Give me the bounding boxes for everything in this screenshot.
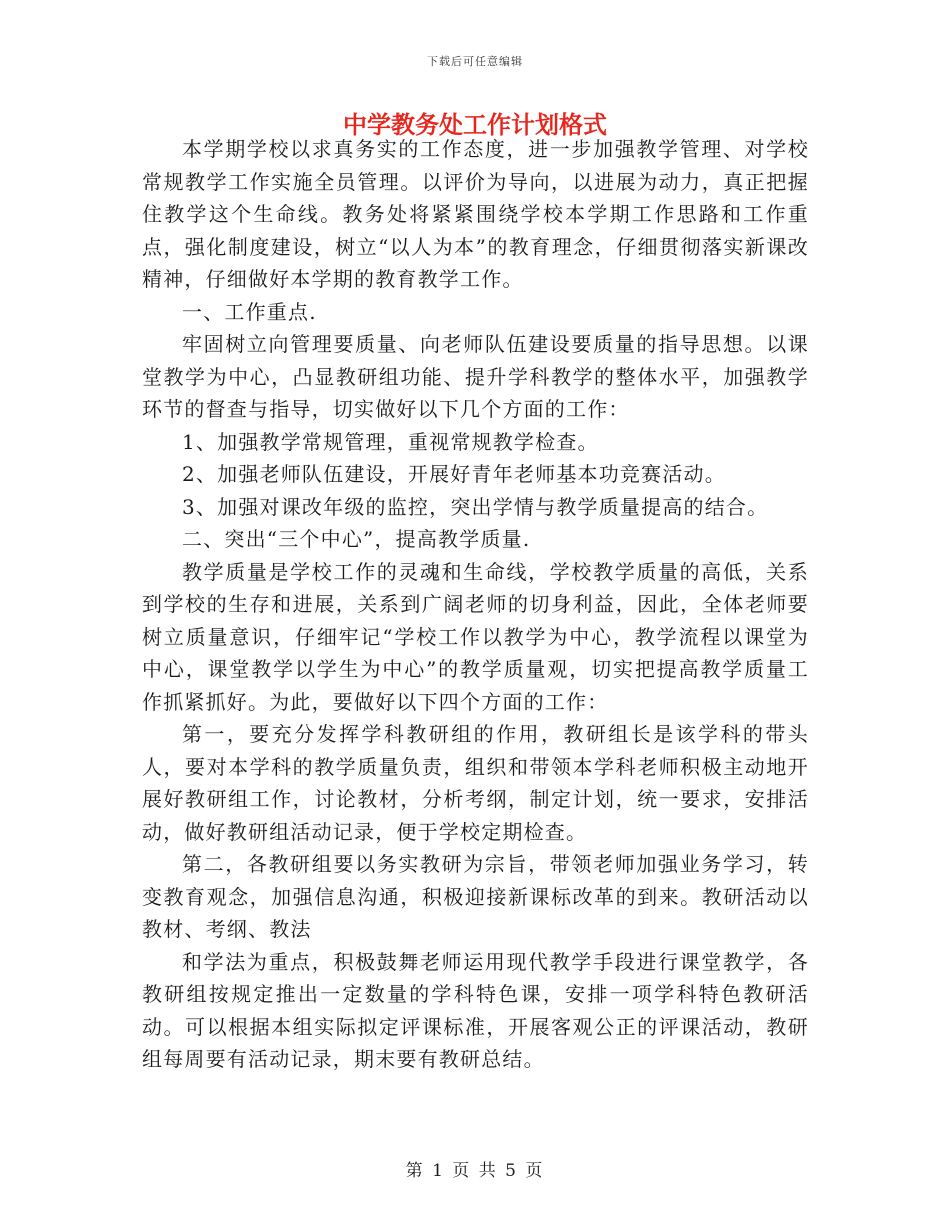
section-heading-1: 一、工作重点. (182, 299, 317, 324)
paragraph-second: 第二，各教研组要以务实教研为宗旨，带领老师加强业务学习，转变教育观念，加强信息沟通，积极迎接新课标改革的到来。教研活动以教材、考纲、教法 (142, 852, 809, 941)
paragraph-second-continued: 和学法为重点，积极鼓舞老师运用现代教学手段进行课堂教学，各教研组按规定推出一定数量的学科特色课，安排一项学科特色教研活动。可以根据本组实际拟定评课标准，开展客观公正的评课活动，教研组每周要有活动记录，期末要有教研总结。 (142, 949, 809, 1071)
page-number: 第 1 页 共 5 页 (405, 1161, 545, 1181)
document-body (142, 133, 809, 1076)
paragraph-intro: 本学期学校以求真务实的工作态度，进一步加强教学管理、对学校常规教学工作实施全员管理。以评价为导向，以进展为动力，真正把握住教学这个生命线。教务处将紧紧围绕学校本学期工作思路和工作重点，强化制度建设，树立“以人为本”的教育理念，仔细贯彻落实新课改精神，仔细做好本学期的教育教学工作。 (142, 137, 809, 291)
paragraph-teaching-quality: 教学质量是学校工作的灵魂和生命线，学校教学质量的高低，关系到学校的生存和进展，关系到广阔老师的切身利益，因此，全体老师要树立质量意识，仔细牢记“学校工作以教学为中心，教学流程以课堂为中心，课堂教学以学生为中心”的教学质量观，切实把提高教学质量工作抓紧抓好。为此，要做好以下四个方面的工作： (142, 559, 809, 714)
paragraph-guiding-idea: 牢固树立向管理要质量、向老师队伍建设要质量的指导思想。以课堂教学为中心，凸显教研组功能、提升学科教学的整体水平，加强教学环节的督查与指导，切实做好以下几个方面的工作： (142, 332, 809, 421)
list-item-2: 2、加强老师队伍建设，开展好青年老师基本功竞赛活动。 (182, 462, 726, 486)
paragraph-first: 第一，要充分发挥学科教研组的作用，教研组长是该学科的带头人，要对本学科的教学质量负责，组织和带领本学科老师积极主动地开展好教研组工作，讨论教材，分析考纲，制定计划，统一要求，安排活动，做好教研组活动记录，便于学校定期检查。 (142, 722, 809, 844)
section-heading-2: 二、突出“三个中心”，提高教学质量. (182, 527, 531, 551)
header-note: 下载后可任意编辑 (427, 55, 523, 68)
document-title: 中学教务处工作计划格式 (343, 110, 607, 139)
list-item-3: 3、加强对课改年级的监控，突出学情与教学质量提高的结合。 (182, 494, 769, 519)
list-item-1: 1、加强教学常规管理，重视常规教学检查。 (182, 429, 599, 454)
